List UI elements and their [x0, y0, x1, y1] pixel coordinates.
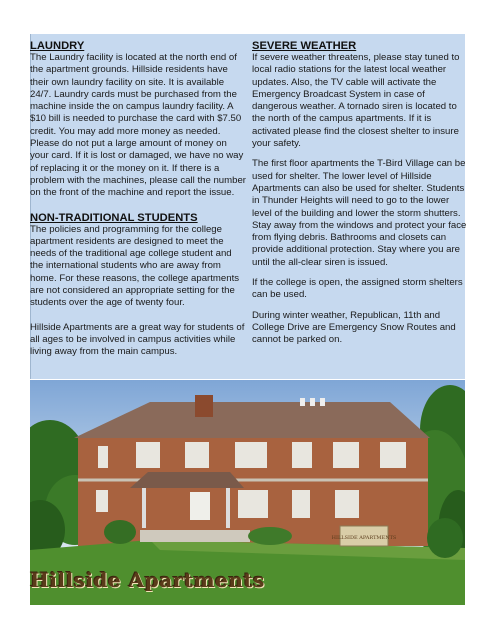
- right-column: [252, 40, 470, 347]
- severe-weather-p4: During winter weather, Republican, 11th and College Drive are Emergency Snow Routes and cannot be parked on.: [252, 309, 456, 346]
- non-traditional-heading: NON-TRADITIONAL STUDENTS: [30, 211, 198, 224]
- non-traditional-body: The policies and programming for the college apartment residents are designed to meet the needs of the traditional age college student and the international students who are away from home. For these reasons, the college apartments are not considered an appropriate setting for the students over the age of twenty four.: [30, 223, 240, 309]
- severe-weather-p3: If the college is open, the assigned storm shelters can be used.: [252, 277, 463, 301]
- severe-weather-heading: SEVERE WEATHER: [252, 40, 357, 52]
- sign-text: HILLSIDE APARTMENTS: [331, 535, 397, 541]
- non-traditional-closing: Hillside Apartments are a great way for students of all ages to be involved in campus activities while living away from the main campus.: [30, 321, 245, 358]
- laundry-body: The Laundry facility is located at the north end of the apartment grounds. Hillside residents have their own laundry facility on site. It is available 24/7. Laundry cards must be purchased from the machine inside the on campus laundry facility. A $10 bill is needed to purchase the card with $7.50 credit. You may add more money as needed. Please do not put a large amount of money on your card. If it is lost or damaged, we have no way of replacing it or the money on it. If there is a problem with the machines, please call the number on the front of the machine and report the issue.: [30, 52, 246, 199]
- severe-weather-p2: The first floor apartments the T-Bird Village can be used for shelter. The lower level of Hillside Apartments can also be used for shelter. Students in Thunder Heights will need to go to the lower level of the building and lower the storm shutters. Stay away from the windows and protect your face from flying debris. Bathrooms and closets can provide additional protection. Stay where you are until the all-clear siren is issued.: [252, 158, 467, 268]
- left-column: [30, 40, 246, 359]
- photo-caption: Hillside Apartments: [30, 568, 265, 592]
- laundry-heading: LAUNDRY: [30, 40, 85, 52]
- severe-weather-p1: If severe weather threatens, please stay tuned to local radio stations for the latest local weather updates. Also, the TV cable will activate the Emergency Broadcast System in case of dangerous weather. A tornado siren is located to the north of the campus apartments. If it is activated please find the closest shelter to insure your safety.: [252, 52, 460, 150]
